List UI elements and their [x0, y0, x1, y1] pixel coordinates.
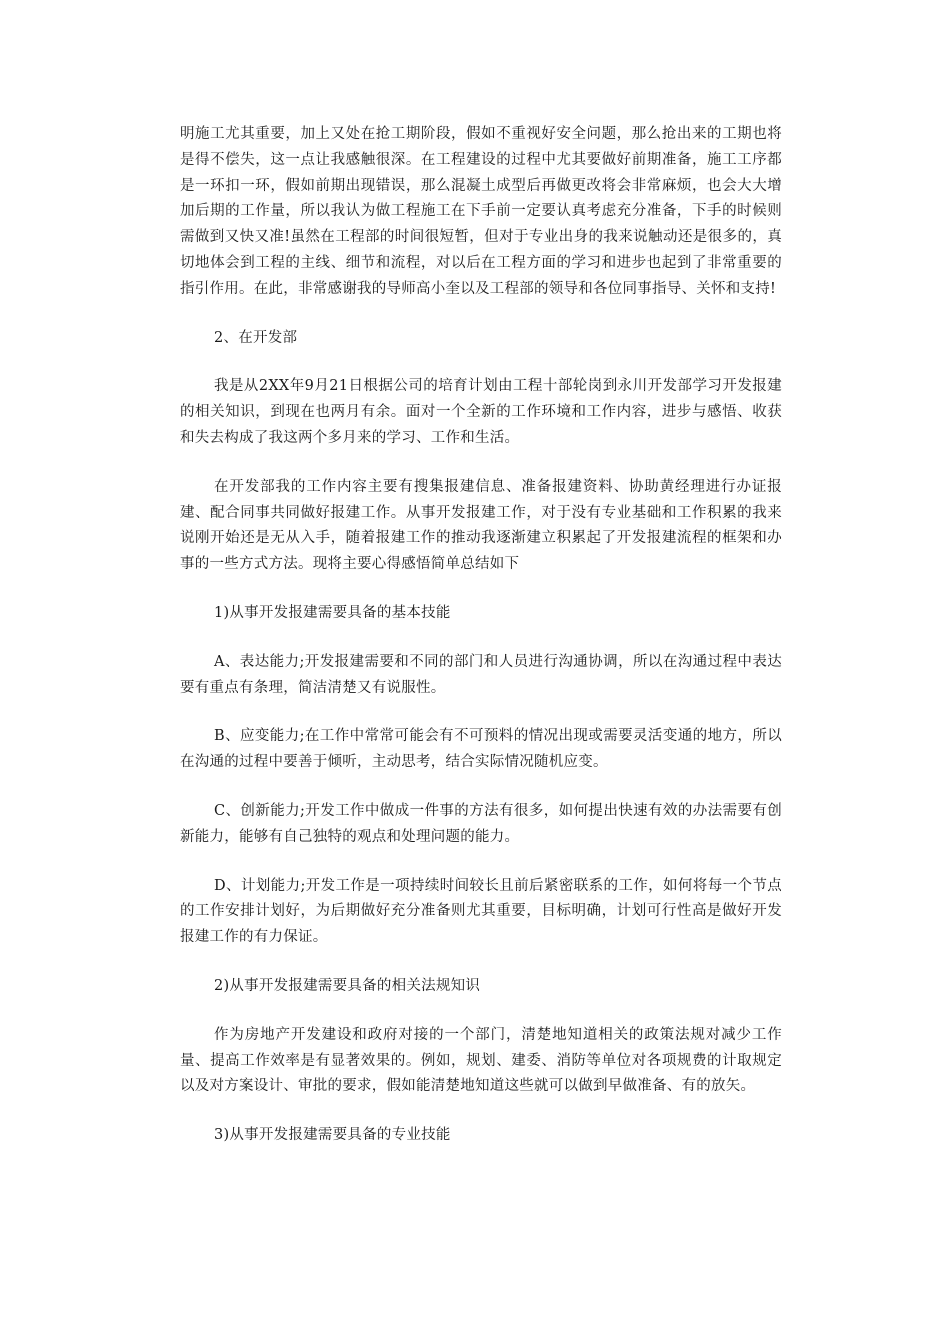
- paragraph-skill-planning: D、计划能力;开发工作是一项持续时间较长且前后紧密联系的工作，如何将每一个节点的工作安排计划好，为后期做好充分准备则尤其重要，目标明确，计划可行性高是做好开发报建工作的有力保证。: [180, 877, 782, 946]
- subheading-professional-skills: 3)从事开发报建需要具备的专业技能: [214, 1127, 451, 1144]
- section-heading-development-dept: 2、在开发部: [214, 329, 298, 346]
- paragraph-work-content: 在开发部我的工作内容主要有搜集报建信息、准备报建资料、协助黄经理进行办证报建、配合同事共同做好报建工作。从事开发报建工作，对于没有专业基础和工作积累的我来说刚开始还是无从入手，随着报建工作的推动我逐渐建立积累起了开发报建流程的框架和办事的一些方式方法。现将主要心得感悟简单总结如下: [180, 478, 782, 573]
- subheading-basic-skills: 1)从事开发报建需要具备的基本技能: [214, 604, 451, 621]
- paragraph-regulations: 作为房地产开发建设和政府对接的一个部门，清楚地知道相关的政策法规对减少工作量、提高工作效率是有显著效果的。例如，规划、建委、消防等单位对各项规费的计取规定以及对方案设计、审批的要求，假如能清楚地知道这些就可以做到早做准备、有的放矢。: [180, 1026, 782, 1095]
- subheading-regulations: 2)从事开发报建需要具备的相关法规知识: [214, 977, 481, 994]
- paragraph-skill-expression: A、表达能力;开发报建需要和不同的部门和人员进行沟通协调，所以在沟通过程中表达要有重点有条理，简洁清楚又有说服性。: [180, 653, 782, 696]
- paragraph-engineering-summary: 明施工尤其重要，加上又处在抢工期阶段，假如不重视好安全问题，那么抢出来的工期也将是得不偿失，这一点让我感触很深。在工程建设的过程中尤其要做好前期准备，施工工序都是一环扣一环，假如前期出现错误，那么混凝土成型后再做更改将会非常麻烦，也会大大增加后期的工作量，所以我认为做工程施工在下手前一定要认真考虑充分准备，下手的时候则需做到又快又准!虽然在工程部的时间很短暂，但对于专业出身的我来说触动还是很多的，真切地体会到工程的主线、细节和流程，对以后在工程方面的学习和进步也起到了非常重要的指引作用。在此，非常感谢我的导师高小奎以及工程部的领导和各位同事指导、关怀和支持!: [180, 126, 782, 297]
- paragraph-skill-innovation: C、创新能力;开发工作中做成一件事的方法有很多，如何提出快速有效的办法需要有创新能力，能够有自己独特的观点和处理问题的能力。: [180, 802, 782, 845]
- paragraph-skill-adaptability: B、应变能力;在工作中常常可能会有不可预料的情况出现或需要灵活变通的地方，所以在沟通的过程中要善于倾听，主动思考，结合实际情况随机应变。: [180, 728, 782, 771]
- document-body: [180, 122, 782, 1172]
- paragraph-rotation-intro: 我是从2XX年9月21日根据公司的培育计划由工程十部轮岗到永川开发部学习开发报建的相关知识，到现在也两月有余。面对一个全新的工作环境和工作内容，进步与感悟、收获和失去构成了我这两个多月来的学习、工作和生活。: [180, 378, 782, 446]
